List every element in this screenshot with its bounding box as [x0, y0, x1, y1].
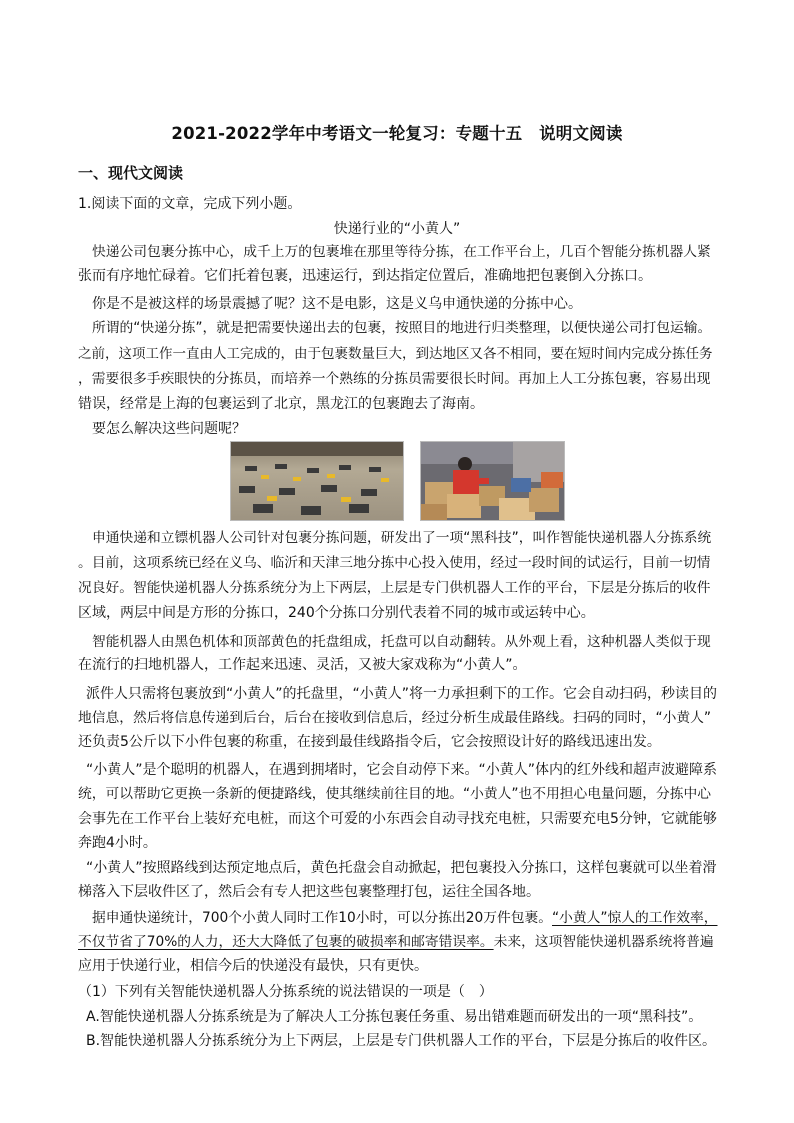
paragraph-line: 张而有序地忙碌着。它们托着包裹，迅速运行，到达指定位置后，准确地把包裹倒入分拣口。 — [78, 268, 652, 284]
question-stem: （1）下列有关智能快递机器人分拣系统的说法错误的一项是（ ） — [78, 984, 493, 1000]
paragraph-line: 要怎么解决这些问题呢？ — [92, 421, 246, 437]
paragraph-line: 之前，这项工作一直由人工完成的，由于包裹数量巨大，到达地区又各不相同，要在短时间内完成分拣任务 — [78, 346, 713, 362]
paragraph-line — [92, 908, 718, 928]
question-intro: 1.阅读下面的文章，完成下列小题。 — [78, 196, 302, 212]
text-span: 据申通快递统计，700个小黄人同时工作10小时，可以分拣出20万件包裹。 — [92, 910, 552, 926]
paragraph-line: 统，可以帮助它更换一条新的便捷路线，使其继续前往目的地。“小黄人”也不用担心电量问题，分拣中心 — [78, 786, 712, 802]
paragraph-line: 你是不是被这样的场景震撼了呢？这不是电影，这是义乌申通快递的分拣中心。 — [92, 296, 582, 312]
paragraph-line: 错误，经常是上海的包裹运到了北京，黑龙江的包裹跑去了海南。 — [78, 396, 484, 412]
paragraph-line: 快递公司包裹分拣中心，成千上万的包裹堆在那里等待分拣，在工作平台上，几百个智能分拣机器人紧 — [92, 244, 711, 260]
underlined-text: “小黄人”惊人的工作效率， — [552, 910, 718, 926]
paragraph-line: 。目前，这项系统已经在义乌、临沂和天津三地分拣中心投入使用，经过一段时间的试运行，目前一切情 — [78, 555, 711, 571]
paragraph-line: “小黄人”按照路线到达预定地点后，黄色托盘会自动掀起，把包裹投入分拣口，这样包裹就可以坐着滑 — [86, 860, 717, 876]
section-heading: 一、现代文阅读 — [78, 164, 184, 182]
paragraph-line: 派件人只需将包裹放到“小黄人”的托盘里，“小黄人”将一力承担剩下的工作。它会自动扫码，秒读目的 — [86, 686, 718, 702]
option-b: B.智能快递机器人分拣系统分为上下两层，上层是专门供机器人工作的平台，下层是分拣后的收件区。 — [86, 1033, 717, 1049]
article-title: 快递行业的“小黄人” — [333, 221, 461, 237]
paragraph-line: 所谓的“快递分拣”，就是把需要快递出去的包裹，按照目的地进行归类整理，以便快递公司打包运输。 — [92, 320, 712, 336]
paragraph-line: 区域，两层中间是方形的分拣口，240个分拣口分别代表着不同的城市或运转中心。 — [78, 605, 595, 621]
paragraph-line: 地信息，然后将信息传递到后台，后台在接收到信息后，经过分析生成最佳路线。扫码的同时，“小黄人” — [78, 710, 712, 726]
paragraph-line: 会事先在工作平台上装好充电桩，而这个可爱的小东西会自动寻找充电桩，只需要充电5分钟，它就能够 — [78, 811, 717, 827]
paragraph-line: 还负责5公斤以下小件包裹的称重，在接到最佳线路指令后，它会按照设计好的路线迅速出发。 — [78, 734, 661, 750]
paragraph-line: 应用于快递行业，相信今后的快递没有最快，只有更快。 — [78, 958, 428, 974]
warehouse-robots-photo — [230, 441, 404, 521]
underlined-text: 不仅节省了70%的人力，还大大降低了包裹的破损率和邮寄错误率。 — [78, 934, 494, 950]
document-title: 2021-2022学年中考语文一轮复习：专题十五 说明文阅读 — [171, 124, 623, 143]
paragraph-line: 申通快递和立镖机器人公司针对包裹分拣问题，研发出了一项“黑科技”，叫作智能快递机器人分拣系统 — [92, 530, 712, 546]
paragraph-line — [78, 932, 714, 952]
paragraph-line: 梯落入下层收件区了，然后会有专人把这些包裹整理打包，运往全国各地。 — [78, 884, 540, 900]
paragraph-line: 况良好。智能快递机器人分拣系统分为上下两层，上层是专门供机器人工作的平台，下层是分拣后的收件 — [78, 580, 711, 596]
paragraph-line: 智能机器人由黑色机体和顶部黄色的托盘组成，托盘可以自动翻转。从外观上看，这种机器人类似于现 — [92, 634, 711, 650]
paragraph-line: ，需要很多手疾眼快的分拣员，而培养一个熟练的分拣员需要很长时间。再加上人工分拣包裹，容易出现 — [78, 371, 711, 387]
paragraph-line: “小黄人”是个聪明的机器人，在遇到拥堵时，它会自动停下来。“小黄人”体内的红外线和超声波避障系 — [86, 762, 718, 778]
paragraph-line: 奔跑4小时。 — [78, 835, 157, 851]
paragraph-line: 在流行的扫地机器人，工作起来迅速、灵活，又被大家戏称为“小黄人”。 — [78, 657, 527, 673]
text-span: 未来，这项智能快递机器系统将普遍 — [493, 934, 714, 950]
option-a: A.智能快递机器人分拣系统是为了解决人工分拣包裹任务重、易出错难题而研发出的一项“黑科技”。 — [86, 1009, 703, 1025]
worker-with-parcels-photo — [420, 441, 565, 521]
